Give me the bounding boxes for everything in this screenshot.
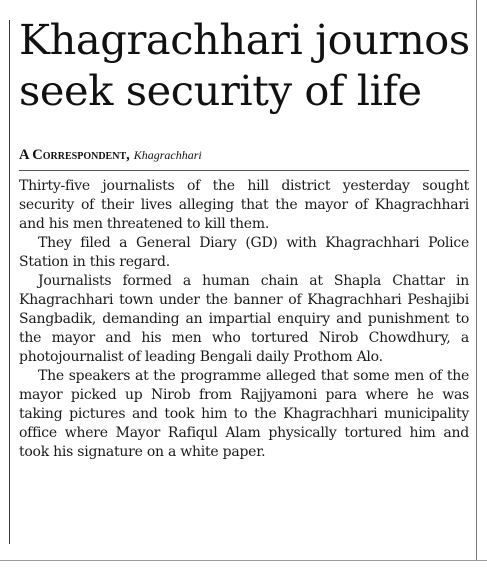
headline: Khagrachhari journos seek security of life bbox=[19, 15, 470, 115]
column-rule-left bbox=[9, 20, 10, 544]
byline bbox=[19, 147, 202, 164]
article-body bbox=[19, 177, 469, 462]
paragraph-2: They filed a General Diary (GD) with Khagrachhari Police Station in this regard. bbox=[19, 235, 469, 270]
byline-place: Khagrachhari bbox=[133, 148, 202, 162]
paragraph-4: The speakers at the programme alleged that some men of the mayor picked up Nirob from Rajjyamoni para where he was taking pictures and took him to the Khagrachhari municipality office where Mayor Rafiqul Alam physically tortured him and took his signature on a white paper. bbox=[19, 368, 469, 460]
bottom-rule bbox=[0, 560, 487, 561]
byline-divider bbox=[19, 170, 469, 171]
paragraph-3: Journalists formed a human chain at Shapla Chattar in Khagrachhari town under the banner of Khagrachhari Peshajibi Sangbadik, demanding an impartial enquiry and punishment to the mayor and his men who tortured Nirob Chowdhury, a photojournalist of leading Bengali daily Prothom Alo. bbox=[19, 273, 469, 365]
paragraph-1: Thirty-five journalists of the hill district yesterday sought security of their lives alleging that the mayor of Khagrachhari and his men threatened to kill them. bbox=[19, 178, 469, 232]
byline-author: A Correspondent, bbox=[19, 147, 130, 163]
